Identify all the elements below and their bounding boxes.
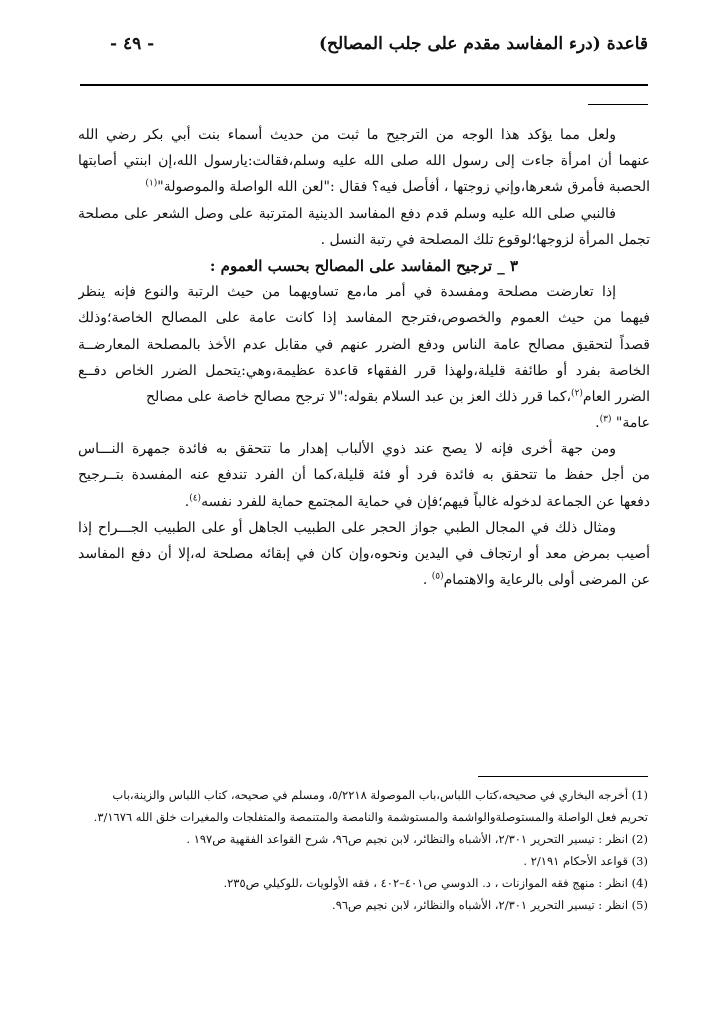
footnote-ref[interactable]: (٥) (431, 571, 444, 582)
paragraph-line: عامة" $^{(٣)}$. (595, 414, 650, 432)
footnote-number: (3) (631, 854, 648, 868)
body-text (78, 122, 650, 593)
header-divider (80, 84, 648, 86)
paragraph-line: قصداً لتحقيق مصالح عامة الناس ودفع الضرر عنهم في مقابل عدم الأخذ بالمصلحة المعارضــة (78, 336, 650, 353)
text-run: الضرر العام (582, 388, 650, 405)
text-run: ،كما قرر ذلك العز بن عبد السلام بقوله:"لا ترجح مصالح خاصة على مصالح (146, 388, 572, 405)
footnote-number: (4) (631, 876, 648, 890)
footnote-item (80, 850, 648, 872)
paragraph-line: ومن جهة أخرى فإنه لا يصح عند ذوي الألباب إهدار ما تتحقق به فائدة جمهرة النـــاس (78, 441, 616, 458)
footnote-item (80, 784, 648, 806)
text-run: الحصبة فأمرق شعرها،وإني زوجتها ، أفأصل فيه؟ فقال :"لعن الله الواصلة والموصولة" (157, 179, 650, 196)
footnote-text: انظر : تيسير التحرير ٢/٣٠١، الأشباه والنظائر، لابن نجيم ص٩٦، شرح القواعد الفقهية ص١٩٧ . (186, 832, 629, 846)
footnote-number: (2) (631, 832, 648, 846)
paragraph-line: عنهما أن امرأة جاءت إلى رسول الله صلى الله عليه وسلم،فقالت:يارسول الله،إن ابنتي أصابتها (78, 153, 650, 170)
footnote-ref[interactable]: (٤) (189, 492, 202, 503)
paragraph-line: من أجل حفظ ما تتحقق به فائدة فرد أو فئة قليلة،كما أن الفرد تندفع عنه المفسدة بتــرجيح (78, 467, 650, 484)
footnote-ref[interactable]: (١) (145, 178, 158, 189)
paragraph-line: أصيب بمرض معد أو ارتجاف في اليدين ونحوه،وإن كان في إبقائه مصلحة له،إلا أن دفع المفاسد (78, 546, 650, 562)
footnote-text: أخرجه البخاري في صحيحه،كتاب اللباس،باب الموصولة ٥/٢٢١٨، ومسلم في صحيحه، كتاب اللباس والزينة،باب (112, 788, 629, 802)
footnote-number: (1) (631, 788, 648, 802)
text-run: عن المرضى أولى بالرعاية والاهتمام (443, 572, 650, 589)
paragraph-line (78, 174, 650, 200)
paragraph-line: الخاصة بفرد أو طائفة قليلة،ولهذا قرر الفقهاء قاعدة عظيمة،وهي:يتحمل الضرر الخاص دفــع (78, 362, 650, 379)
footnote-ref[interactable]: (٢) (571, 388, 583, 399)
section-heading: ٣ _ ترجيح المفاسد على المصالح بحسب العموم : (209, 256, 519, 275)
footnotes (80, 784, 648, 916)
footnote-item (80, 872, 648, 894)
paragraph-line: فالنبي صلى الله عليه وسلم قدم دفع المفاسد الدينية المترتبة على وصل الشعر على مصلحة (78, 205, 616, 222)
paragraph-line: ومثال ذلك في المجال الطبي جواز الحجر على الطبيب الجاهل أو على الطبيب الجـــراح إذا (78, 519, 616, 536)
footnote-text: انظر : منهج فقه الموازنات ، د. الدوسي ص٤٠١–٤٠٢ ، فقه الأولويات ،للوكيلي ص٢٣٥. (223, 876, 629, 890)
running-header (80, 34, 648, 64)
page-number: - ٤٩ - (110, 34, 155, 54)
footnote-text: انظر : تيسير التحرير ٢/٣٠١، الأشباه والنظائر، لابن نجيم ص٩٦. (332, 898, 629, 912)
footnote-item (80, 894, 648, 916)
paragraph-line: إذا تعارضت مصلحة ومفسدة في أمر ما،مع تساويهما من حيث الرتبة والنوع فإنه ينظر (78, 284, 616, 301)
header-title: قاعدة (درء المفاسد مقدم على جلب المصالح) (318, 34, 648, 54)
paragraph-line: ولعل مما يؤكد هذا الوجه من الترجيح ما ثبت من حديث أسماء بنت أبي بكر رضي الله (78, 127, 616, 143)
paragraph-line: دفعها عن الجماعة لدخوله غالباً فيهم؛فإن في حماية المجتمع حماية للفرد نفسه$^{(٤)}$. (184, 492, 650, 510)
paragraph-line (78, 384, 650, 410)
footnote-item (80, 828, 648, 850)
text-run: عامة" (615, 415, 650, 432)
paragraph-line: فيهما من حيث العموم والخصوص،فترجح المفاسد إذا كانت عامة على المصالح الخاصة؛وذلك (78, 310, 650, 327)
footnote-text: قواعد الأحكام ٢/١٩١ . (523, 854, 629, 868)
text-run: دفعها عن الجماعة لدخوله غالباً فيهم؛فإن في حماية المجتمع حماية للفرد نفسه (201, 493, 650, 510)
paragraph-line: عن المرضى أولى بالرعاية والاهتمام$^{(٥)}$ . (422, 571, 650, 589)
footnote-number: (5) (631, 898, 648, 912)
footnote-ref[interactable]: (٣) (599, 414, 612, 425)
footnote-continuation: تحريم فعل الواصلة والمستوصلةوالواشمة والمستوشمة والنامصة والمتنمصة والمتفلجات والمغيرات خلق الله ٣/١٦٧٦. (93, 810, 648, 824)
short-divider (588, 104, 648, 105)
footnote-divider (478, 776, 648, 777)
paragraph-line: تجمل المرأة لزوجها؛لوقوع تلك المصلحة في رتبة النسل . (320, 231, 650, 248)
